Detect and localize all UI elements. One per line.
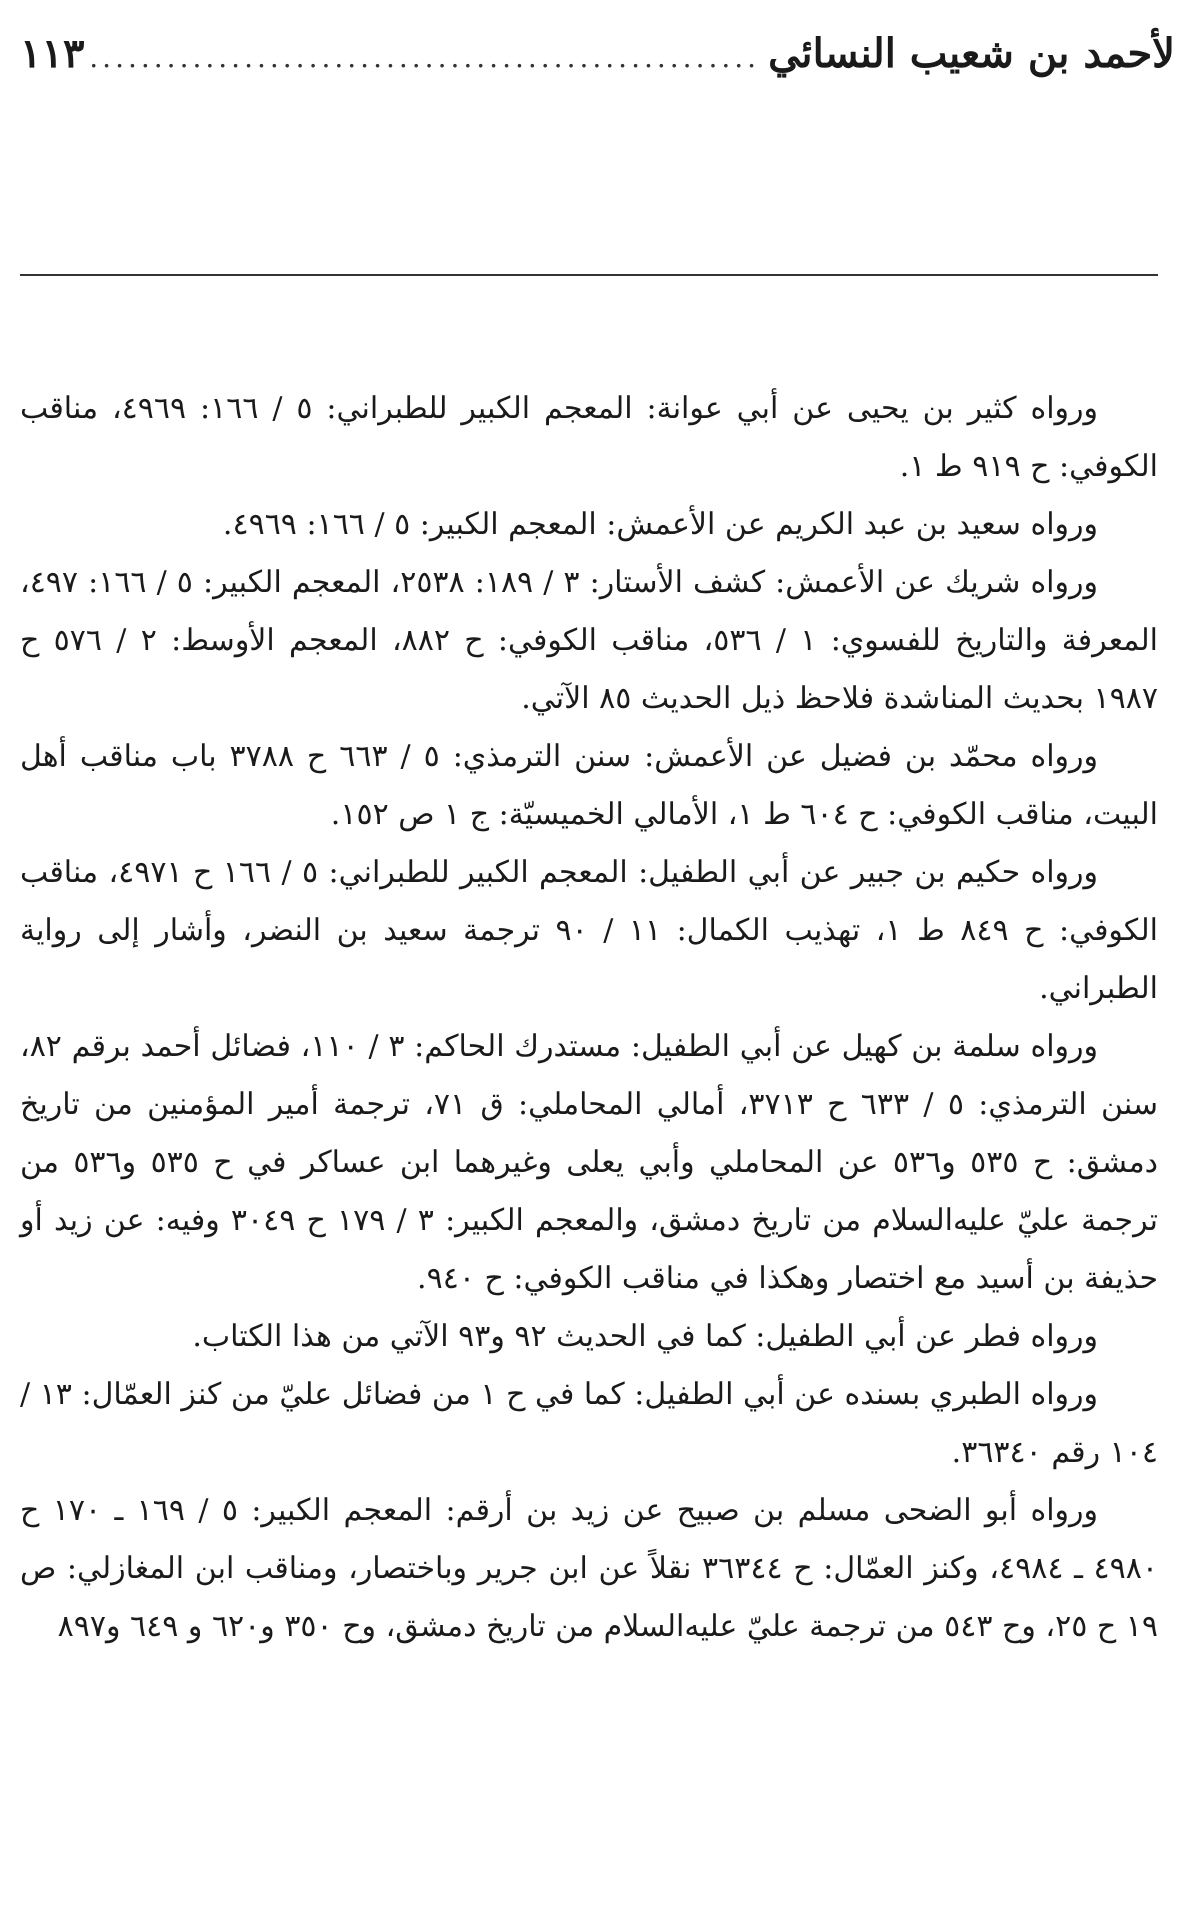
dot-leader	[92, 41, 760, 74]
footnote-paragraph: ورواه فطر عن أبي الطفيل: كما في الحديث ٩٢ و٩٣ الآتي من هذا الكتاب.	[192, 1319, 1098, 1354]
footnote-paragraph: ورواه الطبري بسنده عن أبي الطفيل: كما في ح ١ من فضائل عليّ من كنز العمّال: ١٣ / ١٠٤ رقم ٣٦٣٤٠.	[20, 1377, 1158, 1470]
footnote-paragraph: ورواه شريك عن الأعمش: كشف الأستار: ٣ / ١٨٩: ٢٥٣٨، المعجم الكبير: ٥ / ١٦٦: ٤٩٧، المعرفة والتاريخ للفسوي: ١ / ٥٣٦، مناقب الكوفي: ح ٨٨٢، المعجم الأوسط: ٢ / ٥٧٦ ح ١٩٨٧ بحديث المناشدة فلاحظ ذيل الحديث ٨٥ الآتي.	[20, 565, 1158, 716]
footnote-paragraph: ورواه أبو الضحى مسلم بن صبيح عن زيد بن أرقم: المعجم الكبير: ٥ / ١٦٩ ـ ١٧٠ ح ٤٩٨٠ ـ ٤٩٨٤، وكنز العمّال: ح ٣٦٣٤٤ نقلاً عن ابن جرير وباختصار، ومناقب ابن المغازلي: ص ١٩ ح ٢٥، وح ٥٤٣ من ترجمة عليّ عليه‌السلام من تاريخ دمشق، وح ٣٥٠ و٦٢٠ و ٦٤٩ و٨٩٧	[20, 1493, 1158, 1644]
footnote-paragraph: ورواه سلمة بن كهيل عن أبي الطفيل: مستدرك الحاكم: ٣ / ١١٠، فضائل أحمد برقم ٨٢، سنن الترمذي: ٥ / ٦٣٣ ح ٣٧١٣، أمالي المحاملي: ق ٧١، ترجمة أمير المؤمنين من تاريخ دمشق: ح ٥٣٥ و٥٣٦ عن المحاملي وأبي يعلى وغيرهما ابن عساكر في ح ٥٣٥ و٥٣٦ من ترجمة عليّ عليه‌السلام من تاريخ دمشق، والمعجم الكبير: ٣ / ١٧٩ ح ٣٠٤٩ وفيه: عن زيد أو حذيفة بن أسيد مع اختصار وهكذا في مناقب الكوفي: ح ٩٤٠.	[20, 1029, 1159, 1296]
running-title: لأحمد بن شعيب النسائي	[768, 30, 1175, 77]
running-header	[20, 30, 1175, 120]
footnote-paragraph: ورواه حكيم بن جبير عن أبي الطفيل: المعجم الكبير للطبراني: ٥ / ١٦٦ ح ٤٩٧١، مناقب الكوفي: ح ٨٤٩ ط ١، تهذيب الكمال: ١١ / ٩٠ ترجمة سعيد بن النضر، وأشار إلى رواية الطبراني.	[20, 855, 1158, 1006]
footnote-paragraph: ورواه كثير بن يحيى عن أبي عوانة: المعجم الكبير للطبراني: ٥ / ١٦٦: ٤٩٦٩، مناقب الكوفي: ح ٩١٩ ط ١.	[20, 391, 1158, 484]
page-number: ١١٣	[20, 30, 85, 77]
footnote-block	[20, 380, 1158, 1656]
footnote-separator-rule	[20, 274, 1158, 276]
footnote-paragraph: ورواه محمّد بن فضيل عن الأعمش: سنن الترمذي: ٥ / ٦٦٣ ح ٣٧٨٨ باب مناقب أهل البيت، مناقب الكوفي: ح ٦٠٤ ط ١، الأمالي الخميسيّة: ج ١ ص ١٥٢.	[20, 739, 1158, 832]
footnote-paragraph: ورواه سعيد بن عبد الكريم عن الأعمش: المعجم الكبير: ٥ / ١٦٦: ٤٩٦٩.	[222, 507, 1098, 542]
